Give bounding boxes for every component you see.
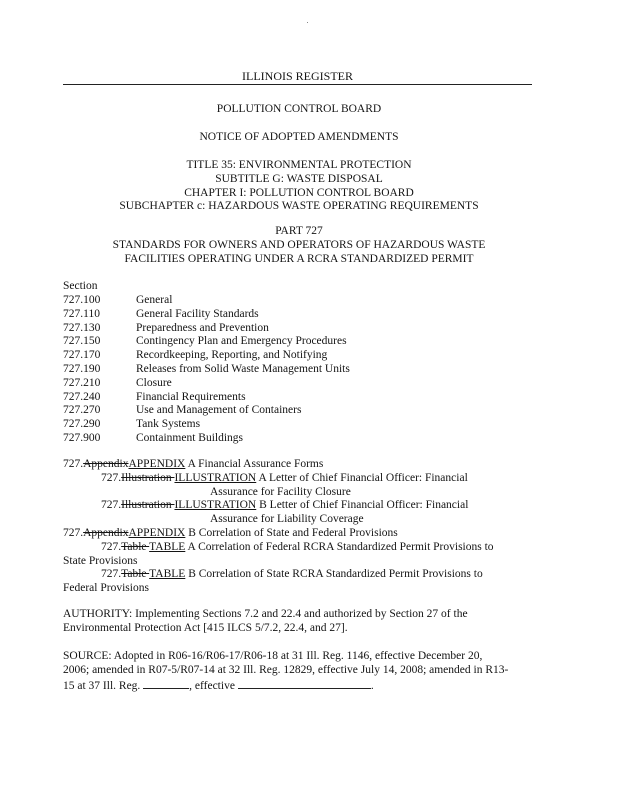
board-name — [63, 103, 535, 117]
table-a-cont: State Provisions — [63, 554, 138, 567]
struck-text: Table — [121, 568, 150, 581]
struck-text: Table — [121, 540, 150, 553]
toc-number: 727.290 — [63, 418, 101, 431]
struck-text: Appendix — [83, 458, 129, 470]
toc-number: 727.170 — [63, 349, 101, 362]
appendix-title: B Letter of Chief Financial Officer: Financial — [256, 499, 469, 512]
appendix-title: B Correlation of State RCRA Standardized Permit Provisions to — [185, 568, 483, 581]
appendix-title: A Correlation of Federal RCRA Standardized Permit Provisions to — [185, 540, 494, 553]
source-line: SOURCE: Adopted in R06-16/R06-17/R06-18 at 31 Ill. Reg. 1146, effective December 20, — [63, 650, 483, 662]
source-line: 2006; amended in R07-5/R07-14 at 32 Ill. Reg. 12829, effective July 14, 2008; amended in R13- — [63, 663, 509, 676]
blank-line — [238, 678, 371, 689]
toc-title: Closure — [136, 376, 172, 389]
inserted-text: APPENDIX — [128, 458, 186, 470]
source-line — [63, 678, 533, 694]
illustration-b-cont: Assurance for Liability Coverage — [210, 513, 364, 526]
toc-title: Recordkeeping, Reporting, and Notifying — [136, 349, 328, 362]
toc-row — [63, 418, 350, 432]
toc-title: Use and Management of Containers — [136, 404, 302, 417]
part-heading-line1: STANDARDS FOR OWNERS AND OPERATORS OF HAZARDOUS WASTE — [112, 238, 486, 251]
struck-text: Appendix — [83, 526, 129, 539]
appendix-title: A Letter of Chief Financial Officer: Financial — [256, 471, 468, 484]
appendix-prefix: 727. — [101, 499, 122, 512]
illustration-b — [63, 499, 533, 513]
appendix-prefix: 727. — [63, 458, 84, 470]
notice-text: NOTICE OF ADOPTED AMENDMENTS — [199, 131, 399, 143]
illustration-a — [63, 472, 533, 486]
inserted-text: TABLE — [149, 568, 186, 581]
toc-row — [63, 349, 350, 363]
register-title: ILLINOIS REGISTER — [242, 69, 353, 83]
authority-paragraph — [63, 608, 533, 636]
subchapter-line: SUBCHAPTER c: HAZARDOUS WASTE OPERATING REQUIREMENTS — [119, 200, 479, 213]
authority-line: Environmental Protection Act [415 ILCS 5/7.2, 22.4, and 27]. — [63, 621, 348, 634]
header-rule — [63, 84, 532, 85]
toc-title: Financial Requirements — [136, 390, 246, 403]
toc-row — [63, 432, 350, 446]
toc-number: 727.130 — [63, 321, 101, 334]
blank-line — [143, 678, 189, 689]
toc-number: 727.900 — [63, 431, 101, 444]
table-a — [63, 541, 533, 555]
source-paragraph — [63, 650, 533, 693]
toc-title: General — [136, 294, 173, 306]
authority-line: AUTHORITY: Implementing Sections 7.2 and 22.4 and authorized by Section 27 of the — [63, 608, 468, 620]
toc-row — [63, 294, 350, 308]
title-line: TITLE 35: ENVIRONMENTAL PROTECTION — [186, 159, 412, 171]
source-text: , effective — [189, 679, 235, 692]
appendix-list — [63, 458, 533, 596]
source-text: . — [370, 679, 374, 692]
struck-text: Illustration — [121, 499, 175, 512]
appendix-b — [63, 527, 533, 541]
title-block — [63, 159, 535, 214]
appendix-prefix: 727. — [101, 568, 122, 581]
part-heading — [63, 225, 535, 266]
toc-title: Tank Systems — [136, 418, 201, 431]
section-label: Section — [63, 280, 98, 292]
appendix-prefix: 727. — [63, 526, 84, 539]
toc-number: 727.210 — [63, 376, 101, 389]
toc-row — [63, 391, 350, 405]
struck-text: Illustration — [121, 471, 175, 484]
inserted-text: TABLE — [149, 540, 186, 553]
part-heading-line2: FACILITIES OPERATING UNDER A RCRA STANDARDIZED PERMIT — [124, 252, 474, 265]
inserted-text: APPENDIX — [128, 526, 186, 539]
toc-row — [63, 404, 350, 418]
illustration-a-cont: Assurance for Facility Closure — [210, 485, 351, 498]
table-b — [63, 568, 533, 582]
toc-title: Releases from Solid Waste Management Units — [136, 362, 350, 375]
appendix-prefix: 727. — [101, 471, 122, 484]
toc-number: 727.150 — [63, 335, 101, 348]
toc-number: 727.190 — [63, 362, 101, 375]
toc-number: 727.240 — [63, 390, 101, 403]
toc-title: Preparedness and Prevention — [136, 321, 269, 334]
subtitle-line: SUBTITLE G: WASTE DISPOSAL — [215, 172, 383, 185]
table-b-cont: Federal Provisions — [63, 582, 149, 595]
toc-row — [63, 308, 350, 322]
toc-row — [63, 377, 350, 391]
part-number: PART 727 — [275, 225, 323, 237]
toc-number: 727.100 — [63, 294, 101, 306]
toc-row — [63, 363, 350, 377]
toc-row — [63, 335, 350, 349]
toc-title: Contingency Plan and Emergency Procedures — [136, 335, 347, 348]
board-text: POLLUTION CONTROL BOARD — [216, 103, 382, 115]
toc-title: Containment Buildings — [136, 431, 244, 444]
toc-title: General Facility Standards — [136, 307, 259, 320]
appendix-title: A Financial Assurance Forms — [185, 458, 324, 470]
inserted-text: ILLUSTRATION — [174, 471, 257, 484]
register-header — [63, 70, 532, 85]
table-of-contents — [63, 294, 350, 446]
notice-title — [63, 131, 535, 145]
scan-speck — [307, 22, 308, 23]
appendix-prefix: 727. — [101, 540, 122, 553]
appendix-a — [63, 458, 533, 472]
toc-number: 727.110 — [63, 307, 100, 320]
chapter-line: CHAPTER I: POLLUTION CONTROL BOARD — [184, 186, 414, 199]
toc-number: 727.270 — [63, 404, 101, 417]
toc-row — [63, 322, 350, 336]
source-text: 15 at 37 Ill. Reg. — [63, 679, 141, 692]
appendix-title: B Correlation of State and Federal Provisions — [185, 526, 398, 539]
inserted-text: ILLUSTRATION — [174, 499, 257, 512]
